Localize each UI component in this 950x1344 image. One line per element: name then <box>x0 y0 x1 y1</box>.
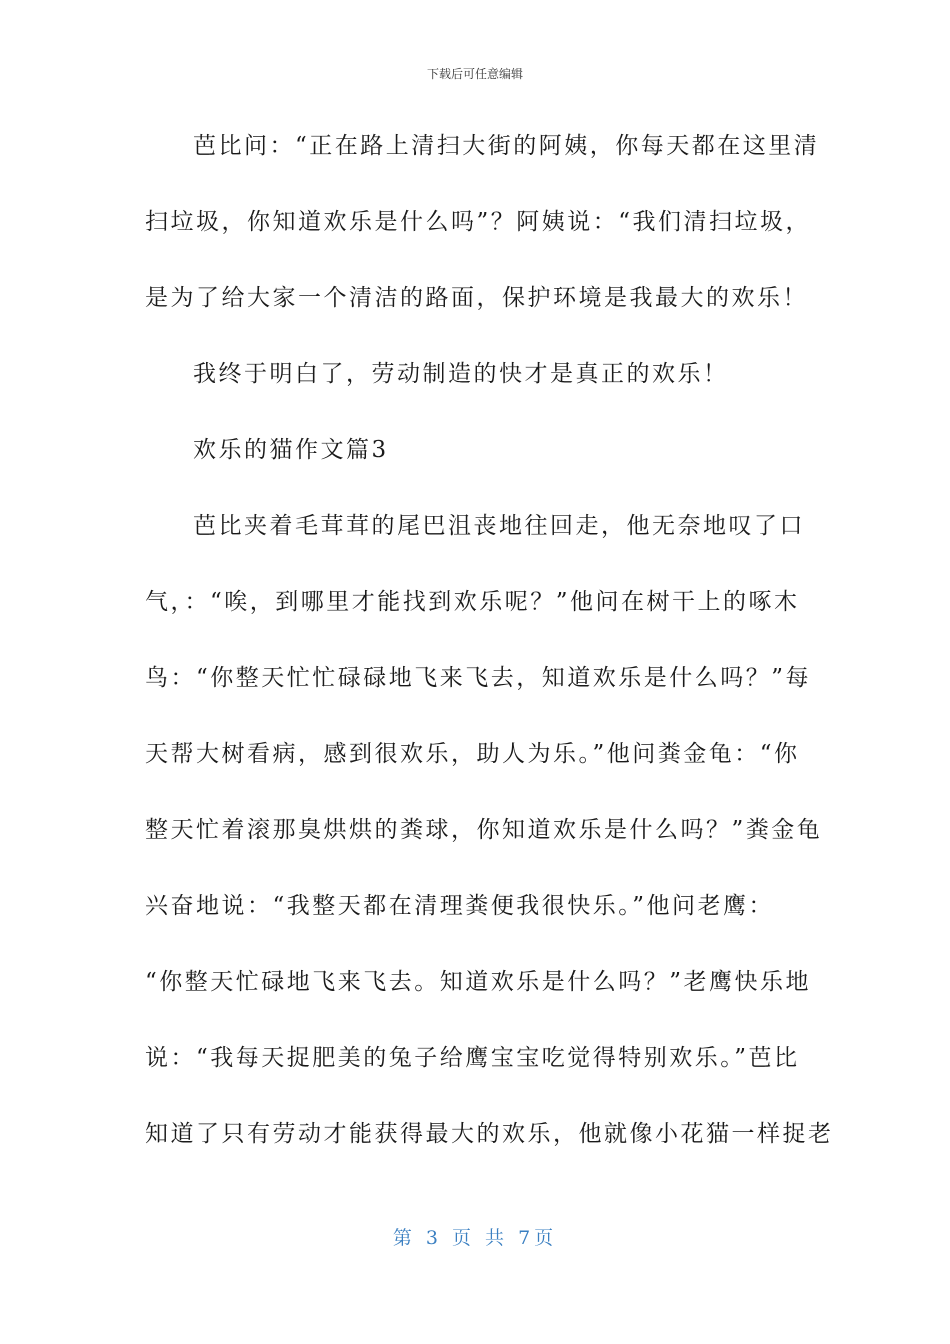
paragraph-line: 天帮大树看病，感到很欢乐，助人为乐。”他问粪金龟：“你 <box>145 741 800 767</box>
paragraph-line: 芭比夹着毛茸茸的尾巴沮丧地往回走，他无奈地叹了口 <box>193 513 805 539</box>
section-heading: 欢乐的猫作文篇3 <box>193 437 389 463</box>
paragraph-line: 扫垃圾，你知道欢乐是什么吗”？阿姨说：“我们清扫垃圾， <box>145 209 812 235</box>
paragraph-line: 芭比问：“正在路上清扫大街的阿姨，你每天都在这里清 <box>193 133 820 159</box>
paragraph-line: 我终于明白了，劳动制造的快才是真正的欢乐！ <box>193 361 729 387</box>
paragraph-line: 知道了只有劳动才能获得最大的欢乐，他就像小花猫一样捉老 <box>145 1121 834 1147</box>
document-body <box>145 120 834 1184</box>
paragraph-line: 气，：“唉，到哪里才能找到欢乐呢？”他问在树干上的啄木 <box>145 589 800 615</box>
paragraph-line: 兴奋地说：“我整天都在清理粪便我很快乐。”他问老鹰： <box>145 893 775 919</box>
paragraph-line: 整天忙着滚那臭烘烘的粪球，你知道欢乐是什么吗？”粪金龟 <box>145 817 823 843</box>
page-header: 下载后可任意编辑 <box>426 67 523 81</box>
paragraph-line: 是为了给大家一个清洁的路面，保护环境是我最大的欢乐！ <box>145 285 808 311</box>
page-number-footer: 第 3 页 共 7页 <box>392 1227 558 1249</box>
paragraph-line: “你整天忙碌地飞来飞去。知道欢乐是什么吗？”老鹰快乐地 <box>145 969 812 995</box>
paragraph-line: 说：“我每天捉肥美的兔子给鹰宝宝吃觉得特别欢乐。”芭比 <box>145 1045 800 1071</box>
paragraph-line: 鸟：“你整天忙忙碌碌地飞来飞去，知道欢乐是什么吗？”每 <box>145 665 812 691</box>
